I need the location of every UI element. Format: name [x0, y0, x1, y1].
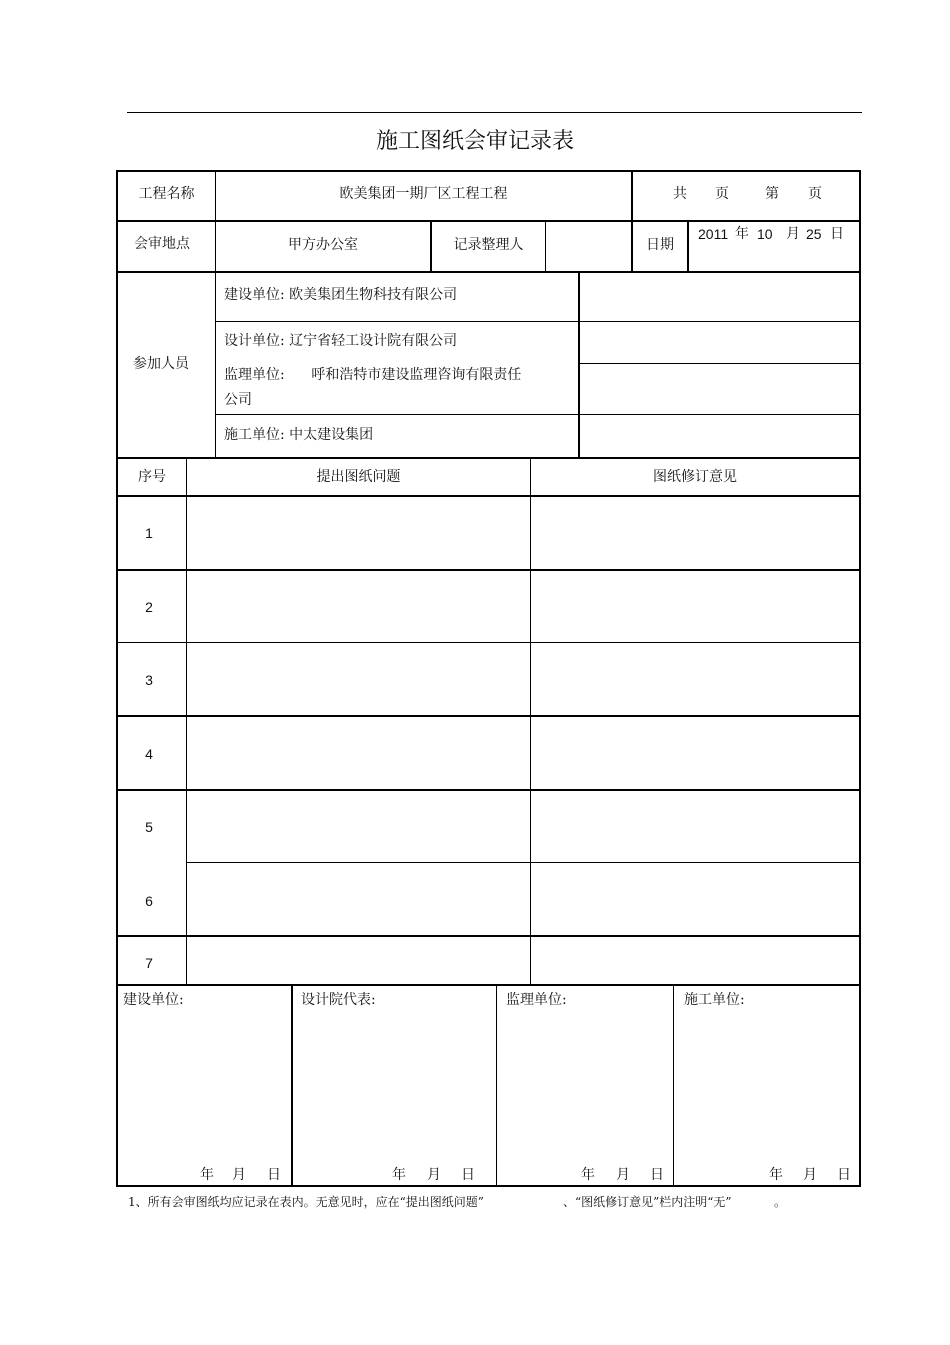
- project-name-label: 工程名称: [138, 186, 195, 202]
- issue-row-number: 7: [145, 955, 153, 971]
- issue-row-number: 6: [145, 893, 153, 909]
- date-year-unit: 年: [735, 226, 749, 242]
- issue-row-number: 2: [145, 599, 153, 615]
- signature-supervisor-label: 监理单位:: [506, 992, 567, 1008]
- signature-contractor-label: 施工单位:: [684, 992, 745, 1008]
- signature-owner-month: 月: [232, 1167, 246, 1183]
- signature-supervisor-year: 年: [581, 1167, 595, 1183]
- date-year: 2011: [698, 226, 729, 242]
- signature-owner-day: 日: [267, 1167, 281, 1183]
- location-label: 会审地点: [134, 236, 190, 252]
- top-rule: [127, 112, 862, 113]
- date-label: 日期: [646, 237, 674, 253]
- col-opinion-header: 图纸修订意见: [653, 469, 737, 485]
- participant-supervisor-line1: 监理单位: 呼和浩特市建设监理咨询有限责任: [224, 367, 522, 383]
- participants-label: 参加人员: [133, 356, 189, 372]
- page-current-label: 第: [765, 186, 779, 202]
- page-title: 施工图纸会审记录表: [375, 129, 574, 154]
- page-total-label: 共: [673, 186, 687, 202]
- signature-supervisor-day: 日: [650, 1167, 664, 1183]
- page-unit-1: 页: [715, 186, 729, 202]
- signature-contractor-month: 月: [803, 1167, 817, 1183]
- project-name-value: 欧美集团一期厂区工程工程: [339, 186, 508, 202]
- footnote-part-3: 。: [774, 1195, 787, 1209]
- signature-owner-label: 建设单位:: [123, 992, 184, 1008]
- date-month: 10: [757, 226, 773, 242]
- issue-row-number: 3: [145, 672, 153, 688]
- date-day: 25: [806, 226, 822, 242]
- signature-designer-year: 年: [392, 1167, 406, 1183]
- issue-row-number: 5: [145, 819, 153, 835]
- recorder-label: 记录整理人: [453, 237, 524, 253]
- col-no-header: 序号: [138, 469, 166, 485]
- col-issue-header: 提出图纸问题: [316, 469, 401, 485]
- signature-contractor-day: 日: [837, 1167, 851, 1183]
- participant-supervisor-line2: 公司: [224, 392, 252, 408]
- footnote-part-1: 1、所有会审图纸均应记录在表内。无意见时，应在“提出图纸问题”: [128, 1195, 484, 1209]
- date-day-unit: 日: [830, 226, 844, 242]
- signature-contractor-year: 年: [769, 1167, 783, 1183]
- participant-contractor: 施工单位: 中太建设集团: [224, 427, 374, 443]
- issue-row-number: 1: [145, 525, 153, 541]
- signature-designer-label: 设计院代表:: [301, 992, 376, 1008]
- page-unit-2: 页: [808, 186, 822, 202]
- participant-designer: 设计单位: 辽宁省轻工设计院有限公司: [224, 333, 458, 349]
- location-value: 甲方办公室: [288, 237, 358, 253]
- signature-supervisor-month: 月: [616, 1167, 630, 1183]
- signature-designer-day: 日: [461, 1167, 475, 1183]
- signature-owner-year: 年: [200, 1167, 214, 1183]
- issue-row-number: 4: [145, 746, 153, 762]
- date-month-unit: 月: [786, 226, 800, 242]
- participant-owner: 建设单位: 欧美集团生物科技有限公司: [224, 287, 458, 303]
- signature-designer-month: 月: [427, 1167, 441, 1183]
- footnote-part-2: 、“图纸修订意见”栏内注明“无”: [563, 1195, 732, 1209]
